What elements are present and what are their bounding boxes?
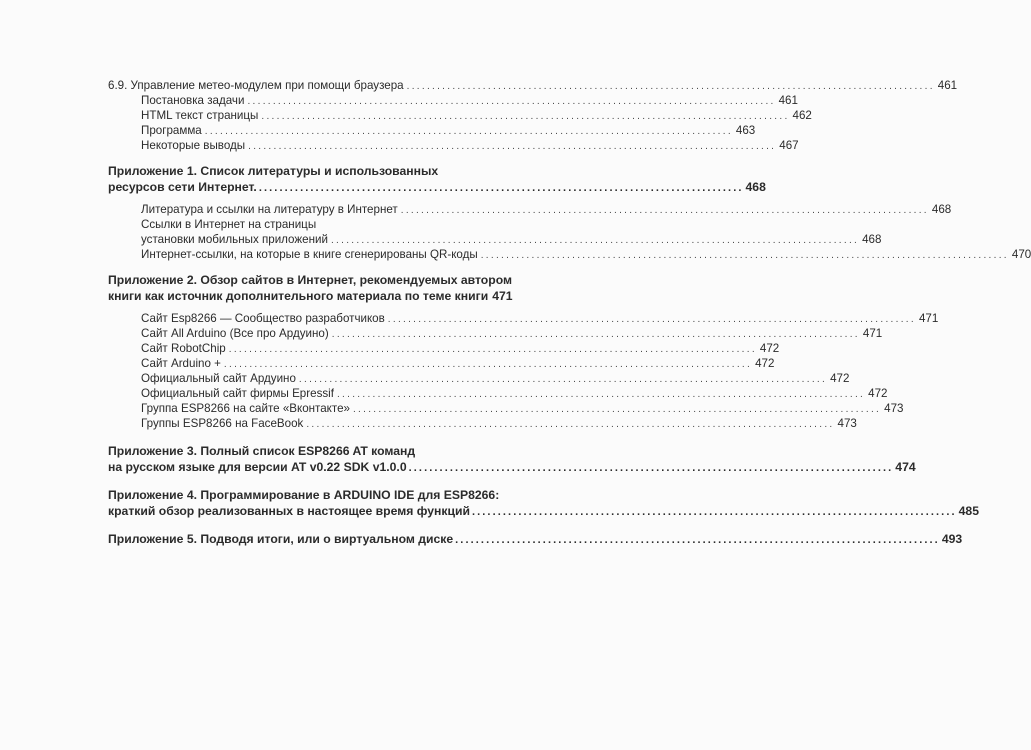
toc-entry-section-6-9[interactable] <box>108 78 958 93</box>
dot-leader: ........................................................................................................ <box>406 81 935 92</box>
toc-page-number: 472 <box>830 372 850 385</box>
appendix-title-last-line <box>108 459 916 475</box>
dot-leader: ........................................................................................................ <box>223 359 753 370</box>
toc-sub-entry[interactable] <box>141 311 939 326</box>
toc-page-number: 485 <box>958 504 979 518</box>
toc-page-number: 472 <box>868 387 888 400</box>
toc-page-number: 471 <box>492 289 513 303</box>
toc-page-number: 461 <box>778 94 798 107</box>
appendix-title-line: Приложение 4. Программирование в ARDUINO IDE для ESP8266: <box>108 488 500 502</box>
dot-leader: ........................................................................................................ <box>331 329 860 340</box>
toc-page-number: 467 <box>779 139 799 152</box>
dot-leader: ........................................................................................................ <box>204 126 733 137</box>
toc-page-number: 468 <box>931 203 952 216</box>
toc-entry-label: ресурсов сети Интернет. <box>108 180 257 194</box>
appendix-title-last-line <box>108 179 766 195</box>
toc-entry-label: Постановка задачи <box>141 94 245 107</box>
toc-entry-label: книги как источник дополнительного материала по теме книги <box>108 289 489 303</box>
toc-page-number: 493 <box>941 532 963 546</box>
toc-page-number: 470 <box>1011 248 1031 261</box>
toc-page-number: 471 <box>918 312 939 325</box>
toc-entry-label: Некоторые выводы <box>141 139 246 152</box>
dot-leader: ........................................................................................................ <box>261 111 790 122</box>
appendix-title-last-line <box>108 503 979 519</box>
toc-sub-entry[interactable] <box>141 371 850 386</box>
dot-leader: ........................................................................................................ <box>330 235 860 246</box>
dot-leader: ........................................................................................................ <box>336 389 866 400</box>
toc-sub-entry[interactable] <box>141 356 775 371</box>
toc-page-number: 473 <box>837 417 857 430</box>
toc-page-number: 473 <box>884 402 904 415</box>
toc-entry-multiline-last[interactable] <box>141 232 882 247</box>
dot-leader: .............................................................................................. <box>455 534 940 546</box>
toc-entry-label: установки мобильных приложений <box>141 233 328 246</box>
toc-entry-multiline-first[interactable]: Ссылки в Интернет на страницы <box>141 218 317 231</box>
dot-leader: ........................................................................................................ <box>248 141 777 152</box>
toc-entry-appendix-2[interactable] <box>0 272 600 304</box>
toc-page-number: 468 <box>745 180 766 194</box>
appendix-2-items <box>0 311 939 431</box>
toc-entry-label: Программа <box>141 124 202 137</box>
toc-entry-label: HTML текст страницы <box>141 109 259 122</box>
toc-entry-appendix-1[interactable] <box>0 163 766 195</box>
appendix-title-line: Приложение 1. Список литературы и использованных <box>108 164 439 178</box>
section-6-9-items <box>0 93 812 153</box>
dot-leader: .............................................................................................. <box>258 182 744 194</box>
toc-page-number: 468 <box>862 233 882 246</box>
dot-leader: ........................................................................................................ <box>298 374 828 385</box>
dot-leader: ........................................................................................................ <box>306 419 835 430</box>
toc-sub-entry[interactable] <box>141 138 799 153</box>
toc-entry-appendix-3[interactable] <box>0 443 916 475</box>
toc-entry-label: краткий обзор реализованных в настоящее время функций <box>108 504 470 518</box>
toc-page-number: 474 <box>895 460 916 474</box>
appendix-title-line: Приложение 2. Обзор сайтов в Интернет, рекомендуемых автором <box>108 273 512 287</box>
dot-leader: ........................................................................................................ <box>480 250 1009 261</box>
toc-page-number: 471 <box>862 327 883 340</box>
toc-sub-entry[interactable] <box>141 108 812 123</box>
toc-page-number: 462 <box>792 109 812 122</box>
toc-sub-entry[interactable] <box>141 386 888 401</box>
toc-sub-entry[interactable] <box>141 341 780 356</box>
toc-sub-entry[interactable] <box>141 247 1031 262</box>
toc-entry-label: Группы ESP8266 на FaceBook <box>141 417 304 430</box>
toc-sub-entry[interactable] <box>141 93 798 108</box>
toc-entry-label: Литература и ссылки на литературу в Интернет <box>141 203 398 216</box>
toc-sub-entry[interactable] <box>141 326 883 341</box>
toc-entry-label: на русском языке для версии AT v0.22 SDK v1.0.0 <box>108 460 407 474</box>
toc-sub-entry[interactable] <box>141 416 857 431</box>
toc-entry-label: Группа ESP8266 на сайте «Вконтакте» <box>141 402 350 415</box>
dot-leader: .............................................................................................. <box>471 506 957 518</box>
toc-entry-label: Интернет-ссылки, на которые в книге сгенерированы QR-коды <box>141 248 478 261</box>
toc-entry-label: 6.9. Управление метео-модулем при помощи браузера <box>108 79 404 92</box>
table-of-contents <box>0 78 1031 547</box>
toc-page-number: 461 <box>937 79 958 92</box>
toc-entry-label: Сайт RobotChip <box>141 342 226 355</box>
dot-leader: .............................................................................................. <box>408 462 894 474</box>
toc-entry-appendix-5[interactable] <box>0 531 963 547</box>
toc-page-number: 463 <box>735 124 756 137</box>
appendix-title-last-line <box>108 531 963 547</box>
toc-page-number: 472 <box>759 342 780 355</box>
toc-entry-label: Сайт Arduino + <box>141 357 221 370</box>
dot-leader: ........................................................................................................ <box>228 344 757 355</box>
appendix-title-line: Приложение 3. Полный список ESP8266 AT команд <box>108 444 416 458</box>
toc-page-number: 472 <box>755 357 775 370</box>
toc-sub-entry[interactable] <box>141 123 756 138</box>
toc-entry-label: Официальный сайт Ардуино <box>141 372 296 385</box>
toc-sub-entry[interactable] <box>141 202 952 217</box>
toc-entry-label: Приложение 5. Подводя итоги, или о виртуальном диске <box>108 532 454 546</box>
dot-leader: ........................................................................................................ <box>352 404 882 415</box>
dot-leader: ........................................................................................................ <box>400 205 929 216</box>
dot-leader: ........................................................................................................ <box>247 96 776 107</box>
toc-entry-label: Сайт All Arduino (Все про Ардуино) <box>141 327 329 340</box>
appendix-1-items-more <box>0 247 1031 262</box>
toc-entry-label: Сайт Esp8266 — Сообщество разработчиков <box>141 312 385 325</box>
appendix-title-last-line <box>108 288 513 304</box>
toc-entry-appendix-4[interactable] <box>0 487 979 519</box>
toc-sub-entry[interactable] <box>141 401 904 416</box>
dot-leader: ........................................................................................................ <box>387 314 916 325</box>
toc-entry-label: Официальный сайт фирмы Epressif <box>141 387 334 400</box>
appendix-1-items <box>0 202 952 217</box>
